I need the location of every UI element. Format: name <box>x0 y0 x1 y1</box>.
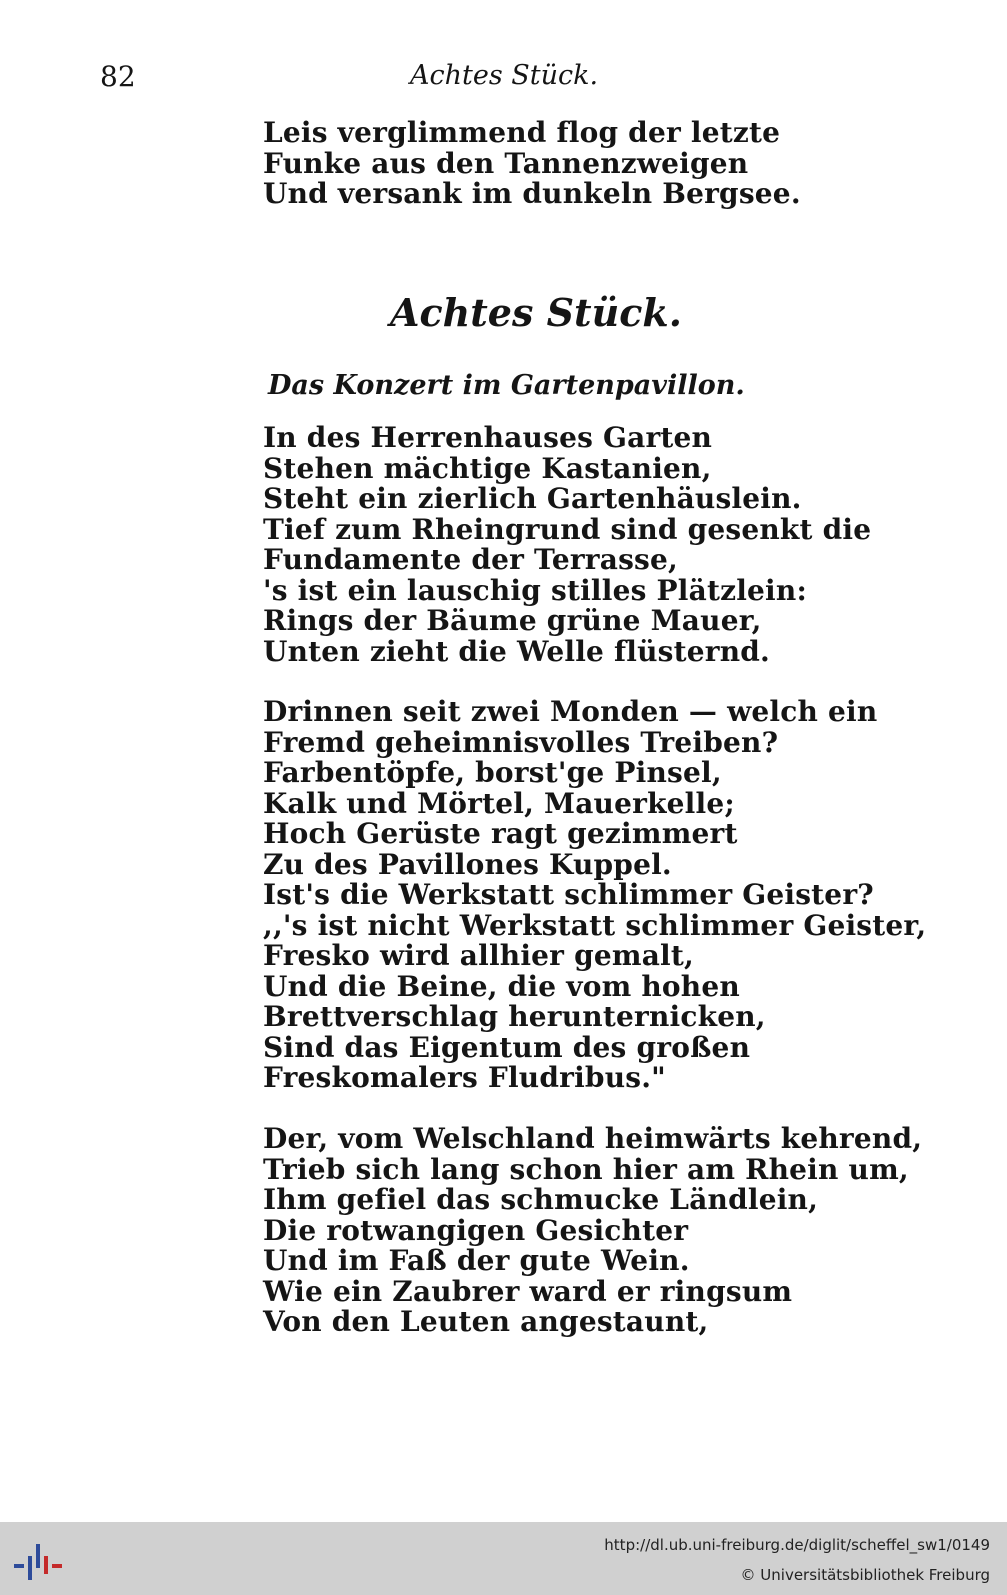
verse-line: Zu des Pavillones Kuppel. <box>263 847 672 881</box>
running-head: Achtes Stück. <box>410 60 599 91</box>
verse-line: Fundamente der Terrasse, <box>263 543 678 576</box>
copyright-notice: © Universitätsbibliothek Freiburg <box>740 1566 990 1584</box>
verse-line: Drinnen seit zwei Monden — welch ein <box>263 695 878 728</box>
verse-line: Und im Faß der gute Wein. <box>263 1244 690 1277</box>
verse-line: Ihm gefiel das schmucke Ländlein, <box>263 1183 819 1216</box>
verse-line: Fremd geheimnisvolles Treiben? <box>263 725 779 759</box>
verse-line: Hoch Gerüste ragt gezimmert <box>263 817 738 850</box>
verse-line: Unten zieht die Welle flüsternd. <box>263 634 770 668</box>
verse-line: Stehen mächtige Kastanien, <box>263 451 712 485</box>
source-url[interactable]: http://dl.ub.uni-freiburg.de/diglit/scheffel_sw1/0149 <box>604 1536 990 1554</box>
verse-line: Brettverschlag herunternicken, <box>263 1000 766 1033</box>
verse-line: Freskomalers Fludribus." <box>263 1061 666 1094</box>
section-subtitle: Das Konzert im Gartenpavillon. <box>268 370 745 401</box>
verse-line: Die rotwangigen Gesichter <box>263 1213 689 1247</box>
verse-line: Leis verglimmend flog der letzte <box>263 116 781 149</box>
verse-line: Ist's die Werkstatt schlimmer Geister? <box>263 878 874 911</box>
footer-bar <box>0 1522 1007 1595</box>
section-title: Achtes Stück. <box>390 290 682 335</box>
page-number: 82 <box>100 60 136 93</box>
verse-line: Tief zum Rheingrund sind gesenkt die <box>263 512 872 546</box>
stanza-1 <box>263 423 871 667</box>
verse-line: Der, vom Welschland heimwärts kehrend, <box>263 1122 923 1155</box>
verse-line: 's ist ein lauschig stilles Plätzlein: <box>263 573 807 607</box>
verse-line: Farbentöpfe, borst'ge Pinsel, <box>263 756 722 789</box>
continuation-stanza <box>263 118 801 210</box>
stanza-2 <box>263 697 926 1094</box>
verse-line: Funke aus den Tannenzweigen <box>263 146 749 180</box>
verse-line: Rings der Bäume grüne Mauer, <box>263 604 762 637</box>
verse-line: ,,'s ist nicht Werkstatt schlimmer Geister, <box>263 908 927 942</box>
verse-line: Kalk und Mörtel, Mauerkelle; <box>263 786 735 820</box>
verse-line: Trieb sich lang schon hier am Rhein um, <box>263 1152 909 1186</box>
verse-line: Und versank im dunkeln Bergsee. <box>263 177 801 210</box>
verse-line: Und die Beine, die vom hohen <box>263 969 740 1003</box>
verse-line: Sind das Eigentum des großen <box>263 1030 751 1064</box>
ub-freiburg-logo-icon[interactable] <box>12 1542 64 1582</box>
verse-line: In des Herrenhauses Garten <box>263 421 713 454</box>
verse-line: Fresko wird allhier gemalt, <box>263 939 694 972</box>
stanza-3 <box>263 1124 922 1338</box>
verse-line: Wie ein Zaubrer ward er ringsum <box>263 1274 793 1308</box>
verse-line: Steht ein zierlich Gartenhäuslein. <box>263 482 802 515</box>
verse-line: Von den Leuten angestaunt, <box>263 1305 709 1338</box>
